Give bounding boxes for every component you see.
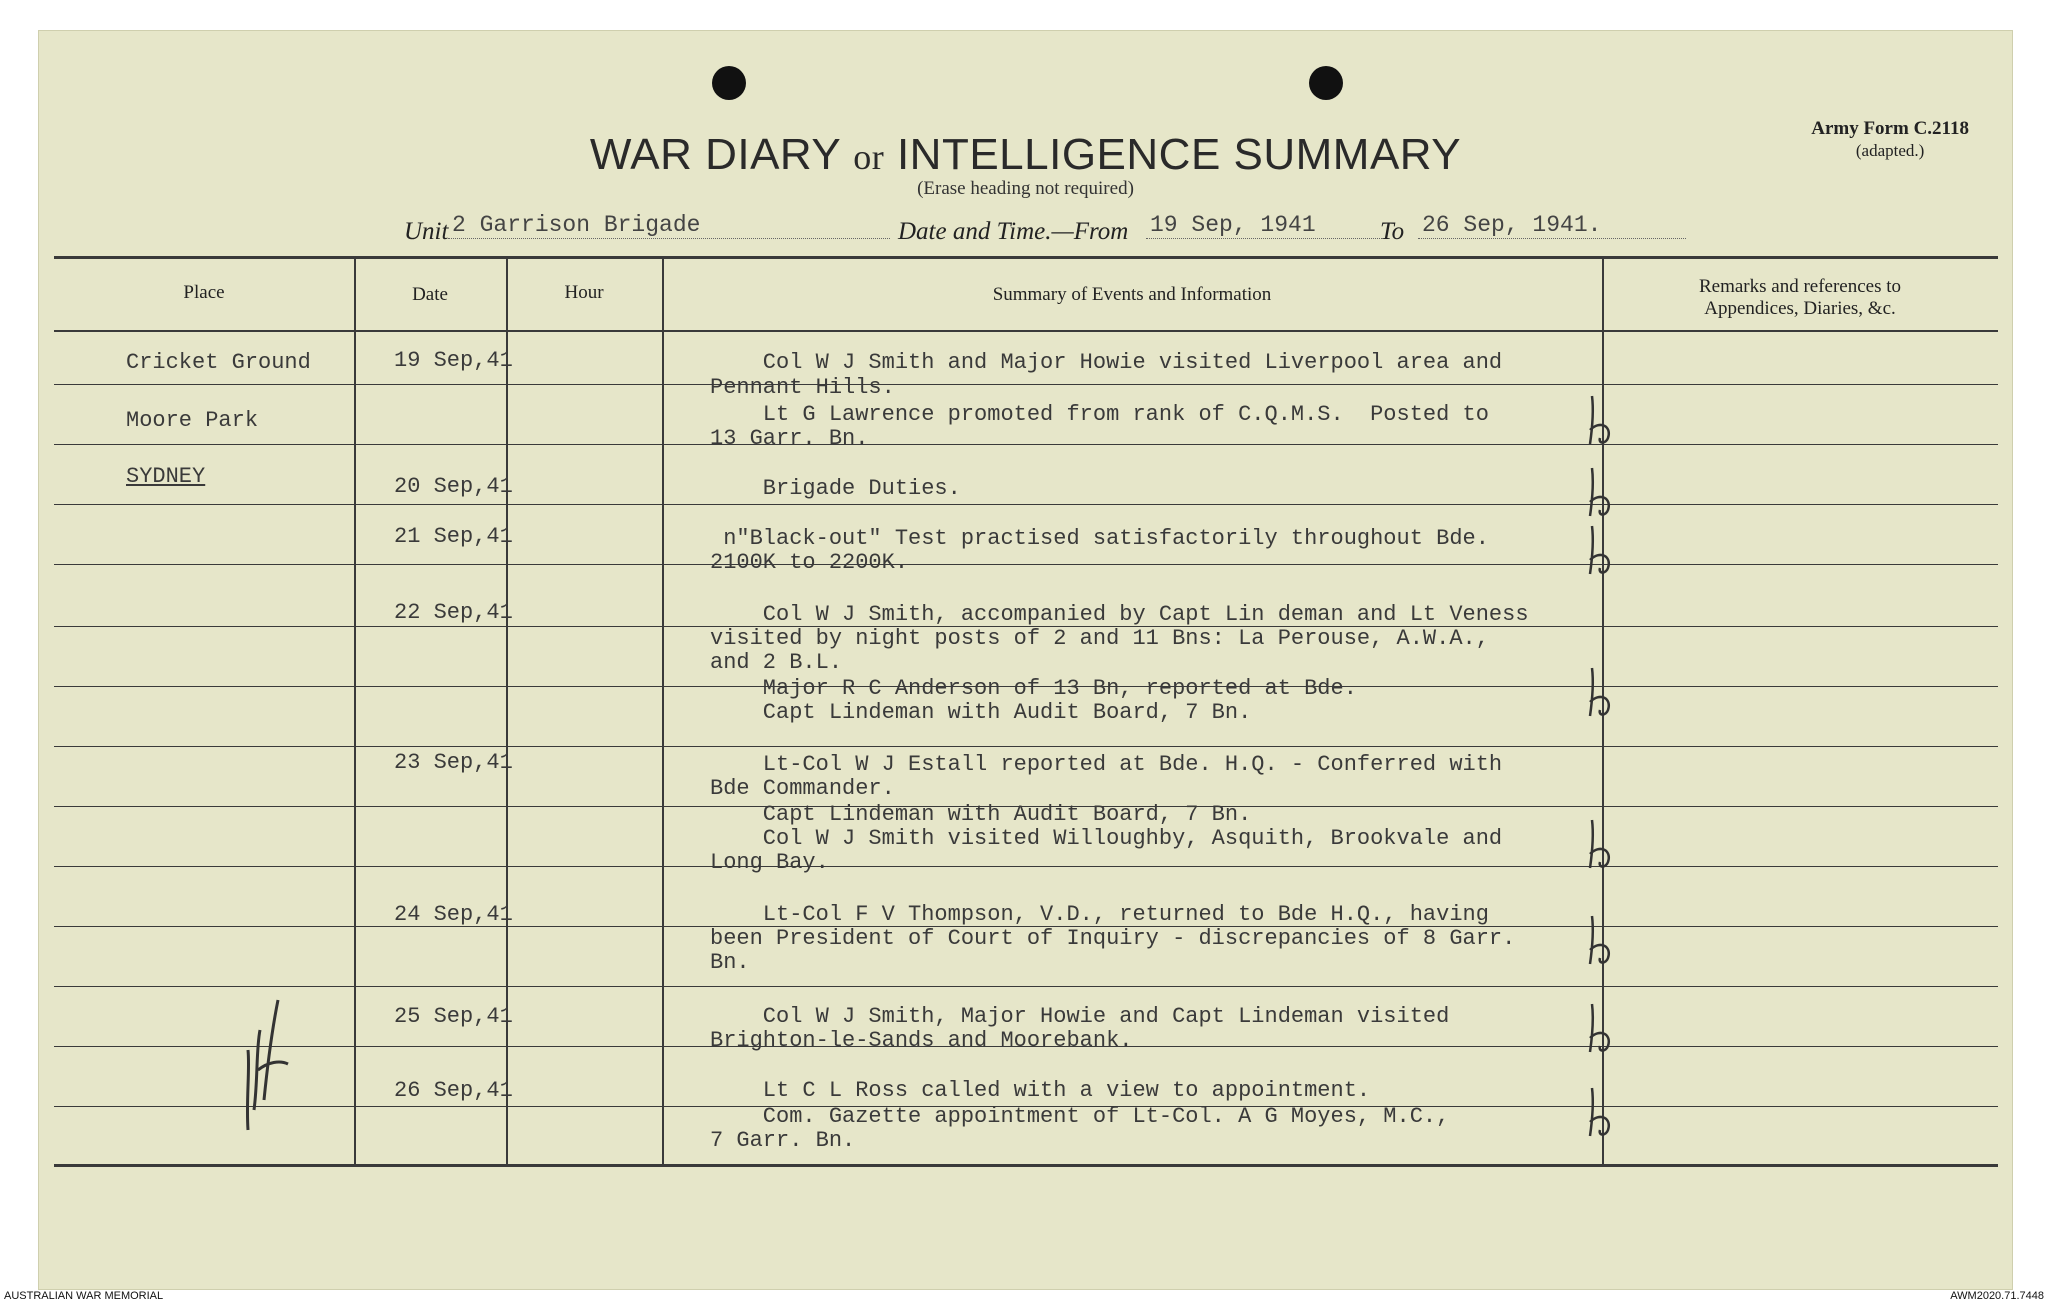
col-header-summary: Summary of Events and Information — [992, 284, 1272, 305]
summary-line: 13 Garr. Bn. — [710, 426, 869, 451]
summary-line: Major R C Anderson of 13 Bn, reported at Bde. — [710, 676, 1357, 701]
summary-line: 7 Garr. Bn. — [710, 1128, 856, 1153]
header-rule — [54, 330, 1998, 332]
summary-line: Capt Lindeman with Audit Board, 7 Bn. — [710, 700, 1252, 725]
summary-line: Lt-Col F V Thompson, V.D., returned to Bde H.Q., having — [710, 902, 1489, 927]
date-entry: 23 Sep,41 — [394, 750, 513, 775]
summary-line: Lt-Col W J Estall reported at Bde. H.Q. - Conferred with — [710, 752, 1503, 777]
footer-left: AUSTRALIAN WAR MEMORIAL — [4, 1290, 164, 1302]
form-title: WAR DIARY or INTELLIGENCE SUMMARY — [589, 130, 1462, 179]
initials-mark — [1578, 662, 1638, 722]
unit-value: 2 Garrison Brigade — [448, 212, 890, 239]
date-entry: 26 Sep,41 — [394, 1078, 513, 1103]
row-rule — [54, 564, 1998, 565]
summary-line: Com. Gazette appointment of Lt-Col. A G Moyes, M.C., — [710, 1104, 1450, 1129]
row-rule — [54, 986, 1998, 987]
row-rule — [54, 504, 1998, 505]
place-entry: SYDNEY — [126, 464, 206, 489]
column-divider — [506, 256, 508, 1166]
row-rule — [54, 866, 1998, 867]
date-entry: 22 Sep,41 — [394, 600, 513, 625]
to-value: 26 Sep, 1941. — [1418, 212, 1686, 239]
from-value: 19 Sep, 1941 — [1146, 212, 1382, 239]
col-header-place: Place — [183, 282, 225, 303]
summary-line: visited by night posts of 2 and 11 Bns: La Perouse, A.W.A., — [710, 626, 1489, 651]
summary-line: Long Bay. — [710, 850, 829, 875]
summary-line: Capt Lindeman with Audit Board, 7 Bn. — [710, 802, 1252, 827]
summary-line: n"Black-out" Test practised satisfactorily throughout Bde. — [710, 526, 1489, 551]
summary-line: Col W J Smith, accompanied by Capt Lin deman and Lt Veness — [710, 602, 1529, 627]
initials-mark — [1578, 814, 1638, 874]
col-header-remarks: Remarks and references to Appendices, Diaries, &c. — [1698, 276, 1902, 319]
signature-mark — [228, 990, 308, 1140]
summary-line: and 2 B.L. — [710, 650, 843, 675]
summary-line: Bde Commander. — [710, 776, 895, 801]
row-rule — [54, 444, 1998, 445]
summary-line: Brigade Duties. — [710, 476, 961, 501]
summary-line: Col W J Smith and Major Howie visited Liverpool area and — [710, 350, 1503, 375]
date-entry: 25 Sep,41 — [394, 1004, 513, 1029]
col-header-hour: Hour — [564, 282, 604, 303]
initials-mark — [1578, 910, 1638, 970]
initials-mark — [1578, 998, 1638, 1058]
initials-mark — [1578, 520, 1638, 580]
table-top-rule — [54, 256, 1998, 259]
unit-label: Unit — [404, 218, 449, 245]
row-rule — [54, 384, 1998, 385]
row-rule — [54, 746, 1998, 747]
initials-mark — [1578, 390, 1638, 450]
footer-right: AWM2020.71.7448 — [1950, 1290, 2044, 1302]
date-entry: 20 Sep,41 — [394, 474, 513, 499]
date-entry: 19 Sep,41 — [394, 348, 513, 373]
punch-hole — [1309, 66, 1343, 100]
initials-mark — [1578, 1082, 1638, 1142]
summary-line: 2100K to 2200K. — [710, 550, 909, 575]
summary-line: Brighton-le-Sands and Moorebank. — [710, 1028, 1133, 1053]
from-label: Date and Time.—From — [898, 218, 1129, 245]
place-entry: Moore Park — [126, 408, 259, 433]
column-divider — [662, 256, 664, 1166]
form-subtitle: (Erase heading not required) — [917, 178, 1134, 199]
army-form-reference: Army Form C.2118 (adapted.) — [1811, 118, 1969, 160]
punch-hole — [712, 66, 746, 100]
place-entry: Cricket Ground — [126, 350, 311, 375]
date-entry: 24 Sep,41 — [394, 902, 513, 927]
summary-line: Lt G Lawrence promoted from rank of C.Q.M.S. Posted to — [710, 402, 1489, 427]
column-divider — [354, 256, 356, 1166]
summary-line: Bn. — [710, 950, 750, 975]
summary-line: Lt C L Ross called with a view to appointment. — [710, 1078, 1371, 1103]
to-label: To — [1380, 218, 1405, 245]
summary-line: Pennant Hills. — [710, 375, 895, 400]
col-header-date: Date — [412, 284, 448, 305]
summary-line: been President of Court of Inquiry - discrepancies of 8 Garr. — [710, 926, 1516, 951]
date-entry: 21 Sep,41 — [394, 524, 513, 549]
diary-sheet — [38, 30, 2013, 1290]
initials-mark — [1578, 462, 1638, 522]
summary-line: Col W J Smith, Major Howie and Capt Lindeman visited — [710, 1004, 1450, 1029]
table-bottom-rule — [54, 1164, 1998, 1167]
summary-line: Col W J Smith visited Willoughby, Asquith, Brookvale and — [710, 826, 1503, 851]
